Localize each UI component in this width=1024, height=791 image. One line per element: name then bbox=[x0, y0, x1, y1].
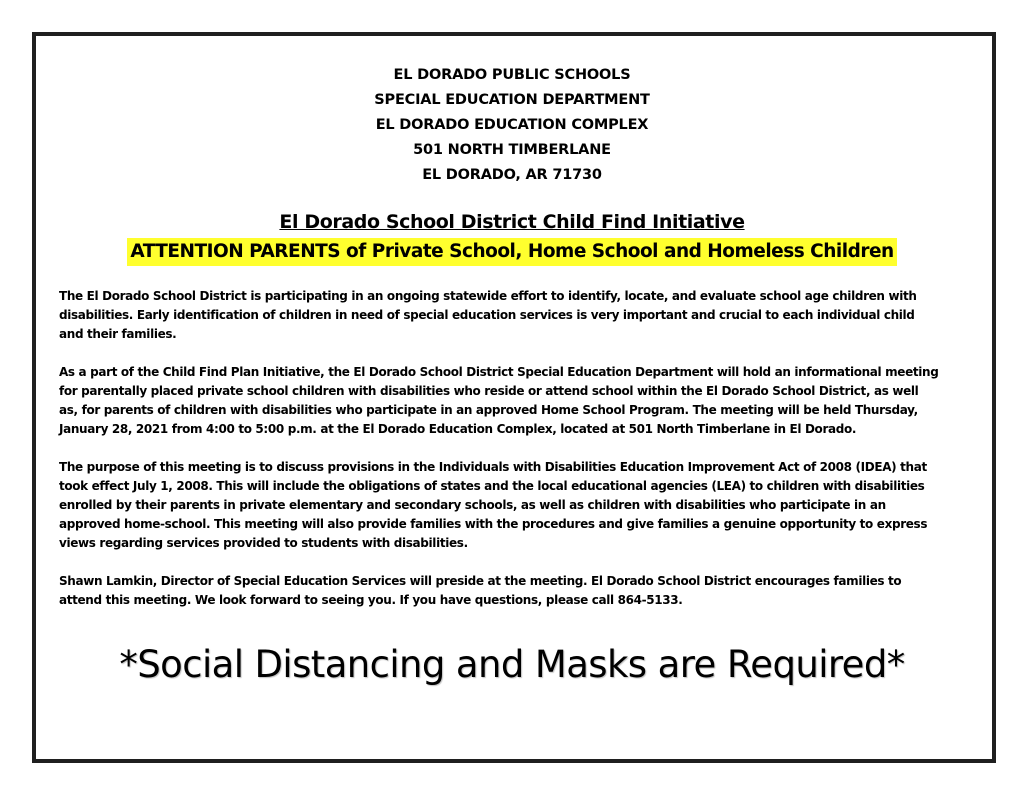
body-text bbox=[59, 287, 939, 629]
address-line-street: 501 NORTH TIMBERLANE bbox=[413, 142, 611, 158]
address-line-department: SPECIAL EDUCATION DEPARTMENT bbox=[374, 92, 650, 108]
attention-text: ATTENTION PARENTS of Private School, Home School and Homeless Children bbox=[127, 238, 896, 266]
flyer-title: El Dorado School District Child Find Initiative bbox=[279, 211, 745, 233]
address-line-city: EL DORADO, AR 71730 bbox=[422, 167, 602, 183]
address-block bbox=[0, 63, 1024, 188]
paragraph-meeting-details: As a part of the Child Find Plan Initiative, the El Dorado School District Special Education Department will hold an informational meeting for parentally placed private school children with disabilities who reside or attend school within the El Dorado School District, as well as, for parents of children with disabilities who participate in an approved Home School Program. The meeting will be held Thursday, January 28, 2021 from 4:00 to 5:00 p.m. at the El Dorado Education Complex, located at 501 North Timberlane in El Dorado. bbox=[59, 365, 939, 436]
paragraph-intro: The El Dorado School District is participating in an ongoing statewide effort to identify, locate, and evaluate school age children with disabilities. Early identification of children in need of special education services is very important and crucial to each individual child and their families. bbox=[59, 289, 917, 341]
address-line-school: EL DORADO PUBLIC SCHOOLS bbox=[393, 67, 631, 83]
paragraph-purpose: The purpose of this meeting is to discuss provisions in the Individuals with Disabilities Education Improvement Act of 2008 (IDEA) that took effect July 1, 2008. This will include the obligations of states and the local educational agencies (LEA) to children with disabilities enrolled by their parents in private elementary and secondary schools, as well as children with disabilities who participate in an approved home-school. This meeting will also provide families with the procedures and give families a genuine opportunity to express views regarding services provided to students with disabilities. bbox=[59, 460, 928, 550]
address-line-complex: EL DORADO EDUCATION COMPLEX bbox=[375, 117, 649, 133]
paragraph-contact: Shawn Lamkin, Director of Special Education Services will preside at the meeting. El Dorado School District encourages families to attend this meeting. We look forward to seeing you. If you have questions, please call 864-5133. bbox=[59, 574, 902, 607]
attention-banner bbox=[0, 238, 1024, 266]
social-distancing-notice: *Social Distancing and Masks are Required* bbox=[119, 643, 905, 686]
